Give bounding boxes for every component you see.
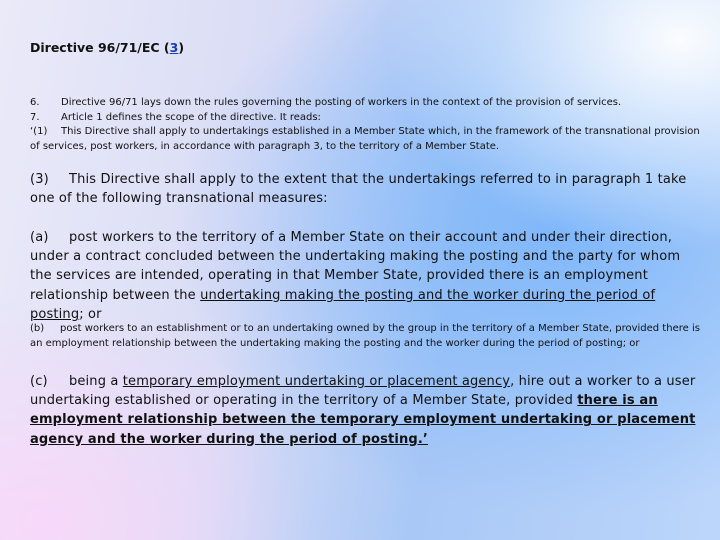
paragraph-text-mid: , hire out a worker to a user undertaking established or operating in the territory of a Member State, provided xyxy=(30,374,696,409)
heading-text: Directive 96/71/EC ( xyxy=(30,40,170,55)
item-text: Article 1 defines the scope of the directive. It reads: xyxy=(61,111,321,123)
paragraph-b xyxy=(30,322,704,351)
paragraph-text: post workers to an establishment or to an undertaking owned by the group in the territory of a Member State, provided there is an employment relationship between the undertaking making the posting and the worker during the period of posting; or xyxy=(30,323,700,349)
item-text: Directive 96/71 lays down the rules governing the posting of workers in the context of the provision of services. xyxy=(61,97,622,108)
paragraph-label: (b) xyxy=(30,323,45,334)
intro-block xyxy=(30,96,704,154)
item-text: This Directive shall apply to undertakings established in a Member State which, in the framework of the transnational provision of services, post workers, in accordance with paragraph 3, to the territory of a Member State. xyxy=(30,126,700,152)
paragraph-c xyxy=(30,372,704,449)
paragraph-3 xyxy=(30,170,704,208)
paragraph-text: post workers to the territory of a Member State on their account and under their direction, under a contract concluded between the undertaking making the posting and the party for whom the services are intended, operating in that Member State, provided there is an employment relationship between the xyxy=(30,230,681,303)
item-number: 7. xyxy=(30,111,40,123)
paragraph-text: This Directive shall apply to the extent that the undertakings referred to in paragraph 1 take one of the following transnational measures: xyxy=(30,172,687,207)
bold-underlined-text: there is an employment relationship between the temporary employment undertaking or placement agency and the worker during the period of posting.’ xyxy=(30,393,696,447)
intro-item-6 xyxy=(30,96,704,111)
item-number: ‘(1) xyxy=(30,126,48,137)
paragraph-a xyxy=(30,228,704,324)
paragraph-text: being a xyxy=(69,374,123,389)
paragraph-label: (c) xyxy=(30,374,48,389)
directive-heading xyxy=(30,40,704,55)
item-number: 6. xyxy=(30,97,40,108)
paragraph-text-end: ; or xyxy=(79,306,102,322)
paragraph-label: (3) xyxy=(30,172,49,187)
underlined-text: temporary employment undertaking or placement agency xyxy=(122,374,511,389)
intro-item-1 xyxy=(30,125,704,154)
footnote-link[interactable]: 3 xyxy=(169,40,179,55)
intro-item-7 xyxy=(30,111,704,126)
underlined-text: undertaking making the posting and the worker during the period of posting xyxy=(30,287,656,322)
paragraph-label: (a) xyxy=(30,230,49,245)
heading-close: ) xyxy=(178,40,185,55)
